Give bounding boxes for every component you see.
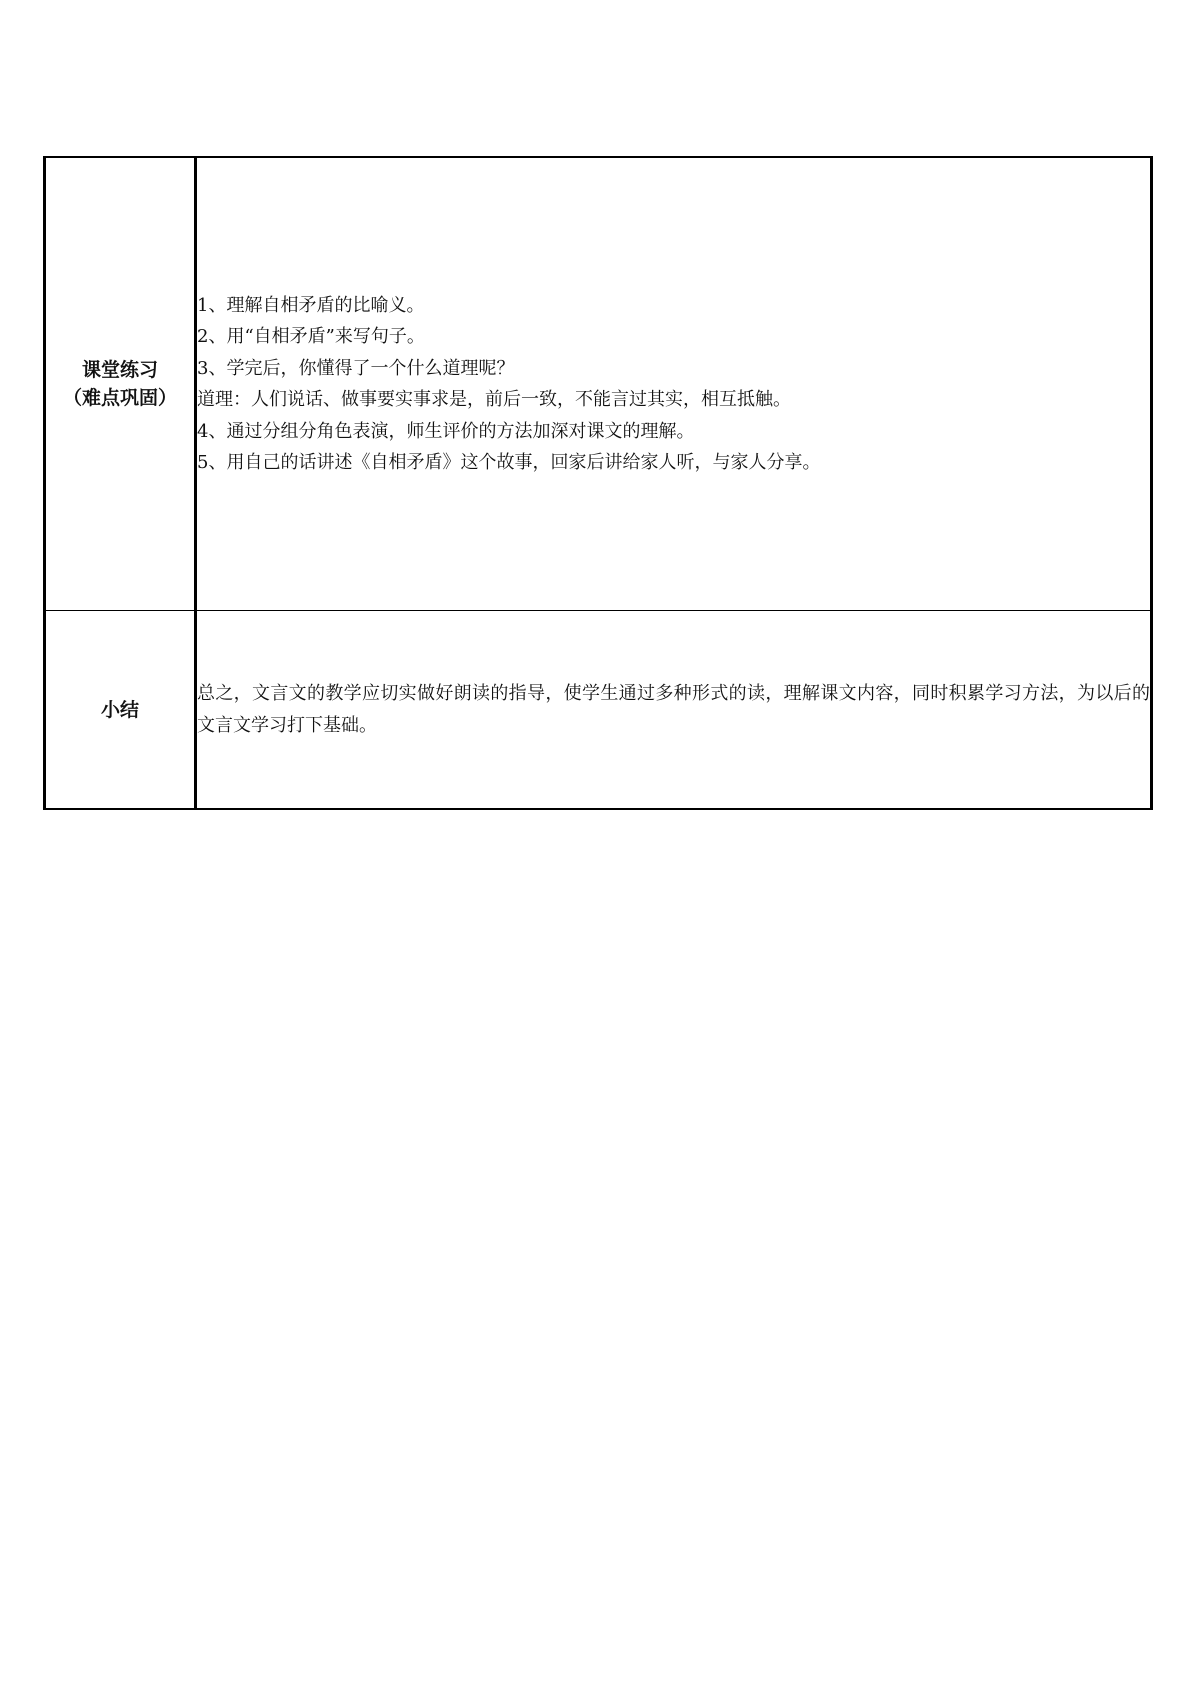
summary-row	[45, 611, 1152, 810]
practice-content-cell	[196, 157, 1152, 611]
practice-row	[45, 157, 1152, 611]
practice-item-2: 2、用“自相矛盾”来写句子。	[197, 326, 425, 347]
practice-label-cell	[45, 157, 196, 611]
summary-label: 小结	[100, 698, 139, 721]
practice-item-3: 3、学完后，你懂得了一个什么道理呢？	[197, 357, 515, 379]
lesson-plan-table	[43, 156, 1153, 810]
practice-sublabel: （难点巩固）	[62, 387, 177, 409]
practice-item-1: 1、理解自相矛盾的比喻义。	[197, 294, 425, 316]
summary-content-cell	[196, 611, 1152, 810]
practice-list	[197, 290, 1150, 479]
summary-label-cell	[45, 611, 196, 810]
practice-item-4: 4、通过分组分角色表演，师生评价的方法加深对课文的理解。	[197, 420, 695, 442]
practice-item-5: 5、用自己的话讲述《自相矛盾》这个故事，回家后讲给家人听，与家人分享。	[197, 452, 821, 473]
summary-text: 总之，文言文的教学应切实做好朗读的指导，使学生通过多种形式的读，理解课文内容，同时积累学习方法，为以后的文言文学习打下基础。	[197, 683, 1150, 736]
practice-label: 课堂练习	[81, 359, 158, 381]
practice-reason: 道理：人们说话、做事要实事求是，前后一致，不能言过其实，相互抵触。	[197, 389, 791, 410]
